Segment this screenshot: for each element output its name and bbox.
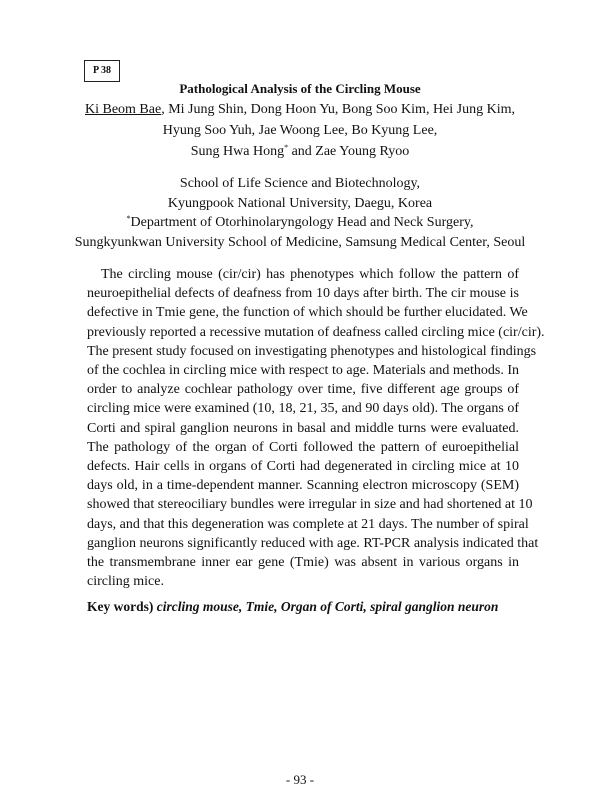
author-line-2: Hyung Soo Yuh, Jae Woong Lee, Bo Kyung Lee,: [162, 123, 438, 138]
abstract-line: ganglion neurons significantly reduced with age. RT-PCR analysis indicated that: [87, 535, 539, 551]
abstract-body: [87, 265, 545, 591]
abstract-line: defects. Hair cells in organs of Corti had degenerated in circling mice at 10: [87, 459, 519, 475]
abstract-line: The present study focused on investigating phenotypes and histological findings: [87, 343, 537, 359]
author-line-1: [0, 99, 600, 120]
affiliation-line-1: School of Life Science and Biotechnology,: [179, 176, 421, 191]
affiliation-line-2: Kyungpook National University, Daegu, Korea: [167, 195, 433, 211]
abstract-line: order to analyze cochlear pathology over time, five different age groups of: [87, 382, 519, 398]
author-line-3: [0, 141, 600, 162]
affiliation-marker-2: *: [126, 214, 131, 223]
abstract-line: days, and that this degeneration was complete at 21 days. The number of spiral: [87, 516, 529, 532]
keywords-terms: circling mouse, Tmie, Organ of Corti, spiral ganglion neuron: [156, 599, 499, 614]
abstract-line: The circling mouse (cir/cir) has phenotypes which follow the pattern of: [101, 267, 519, 282]
affiliation-marker: *: [284, 143, 289, 152]
abstract-line: of the cochlea in circling mice with respect to age. Materials and methods. In: [87, 363, 519, 379]
abstract-line: previously reported a recessive mutation of deafness called circling mice (cir/cir).: [87, 324, 545, 340]
abstract-line: showed that stereociliary bundles were irregular in size and had shortened at 10: [87, 497, 533, 513]
abstract-line: circling mice.: [87, 574, 164, 590]
abstract-line: circling mice were examined (10, 18, 21, 35, and 90 days old). The organs of: [87, 401, 519, 417]
abstract-line: Corti and spiral ganglion neurons in basal and middle turns were evaluated.: [87, 420, 519, 436]
author-list: [0, 99, 600, 162]
affiliations: [0, 174, 600, 252]
author-hong: Sung Hwa Hong: [190, 144, 285, 159]
affiliation-line-3-text: Department of Otorhinolaryngology Head and Neck Surgery,: [130, 215, 474, 230]
page-number: - 93 -: [285, 772, 315, 787]
abstract-line: The pathology of the organ of Corti followed the pattern of euroepithelial: [87, 439, 519, 455]
affiliation-line-4: Sungkyunkwan University School of Medicine, Samsung Medical Center, Seoul: [74, 234, 526, 250]
author-line-1-rest: , Mi Jung Shin, Dong Hoon Yu, Bong Soo Kim, Hei Jung Kim,: [161, 102, 515, 117]
poster-label: P 38: [84, 60, 120, 82]
keywords-label: Key words): [87, 599, 154, 614]
affiliation-line-3: [0, 213, 600, 233]
abstract-line: neuroepithelial defects of deafness from 10 days after birth. The cir mouse is: [87, 286, 519, 302]
abstract-line: defective in Tmie gene, the function of which should be further elucidated. We: [87, 305, 528, 321]
author-line-3-rest: and Zae Young Ryoo: [288, 144, 410, 159]
presenting-author: Ki Beom Bae: [84, 102, 162, 117]
keywords: [87, 599, 527, 615]
abstract-line: the transmembrane inner ear gene (Tmie) was absent in various organs in: [87, 555, 519, 571]
paper-title: Pathological Analysis of the Circling Mouse: [179, 81, 421, 96]
abstract-line: days old, in a time-dependent manner. Scanning electron microscopy (SEM): [87, 478, 519, 494]
